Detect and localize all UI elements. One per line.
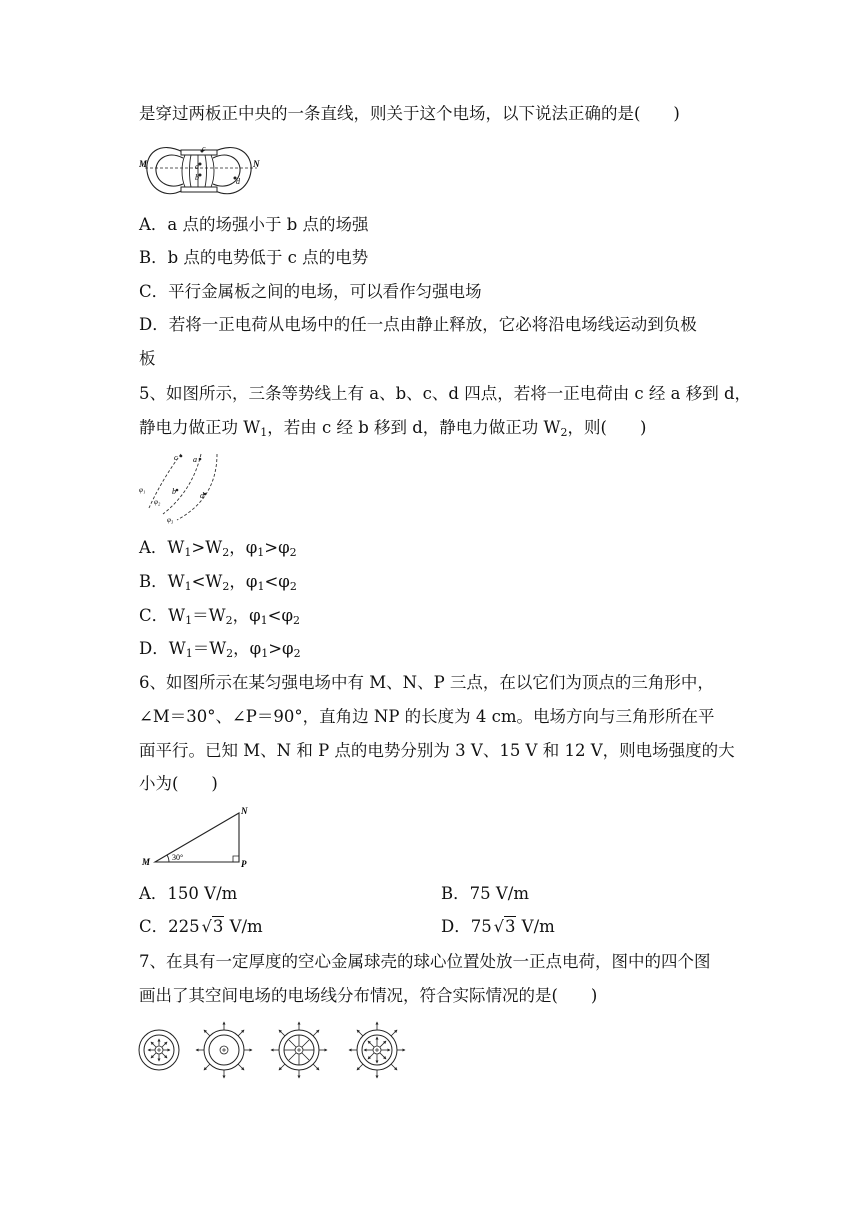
q5-option-a: A．$W_1>W_2$，$\varphi_1>\varphi_2$ bbox=[139, 538, 297, 559]
q4-option-b: B．b 点的电势低于 c 点的电势 bbox=[139, 248, 369, 267]
q4-label-a: a bbox=[195, 162, 199, 171]
q5-label-phi1: φ₁ bbox=[139, 486, 146, 494]
q5-figure bbox=[139, 450, 227, 526]
q7-figure-4 bbox=[349, 1022, 405, 1078]
q7-figure-2 bbox=[196, 1022, 252, 1078]
q6-option-c: C．225 √3 V/m bbox=[139, 917, 263, 936]
q4-label-d: d bbox=[236, 177, 240, 186]
q5-option-c: C．$W_1=W_2$，$\varphi_1<\varphi_2$ bbox=[139, 606, 301, 627]
q6-stem-line4: 小为( ) bbox=[139, 774, 218, 793]
q6-option-d: D．75 √3 V/m bbox=[441, 917, 555, 936]
q5-label-b: b bbox=[172, 487, 176, 496]
q7-figure-1 bbox=[139, 1030, 179, 1070]
q5-stem-line2: 静电力做正功 $W_1$，若由 c 经 b 移到 d，静电力做正功 $W_2$，则( ) bbox=[139, 418, 647, 439]
q4-stem: 是穿过两板正中央的一条直线，则关于这个电场，以下说法正确的是( ) bbox=[139, 104, 680, 123]
q5-label-d: d bbox=[200, 491, 204, 500]
q6-label-M: M bbox=[142, 857, 151, 867]
q6-stem-line2: ∠M＝30°、∠P＝90°，直角边 NP 的长度为 4 cm。电场方向与三角形所在平 bbox=[139, 707, 715, 726]
q6-stem-line1: 6、如图所示在某匀强电场中有 M、N、P 三点，在以它们为顶点的三角形中， bbox=[139, 673, 714, 692]
q4-figure bbox=[139, 142, 267, 200]
q5-label-phi2: φ₂ bbox=[154, 498, 161, 506]
q4-option-d-cont: 板 bbox=[139, 349, 156, 368]
q6-label-angle: 30° bbox=[172, 853, 184, 862]
q5-option-b: B．$W_1<W_2$，$\varphi_1<\varphi_2$ bbox=[139, 572, 297, 593]
q5-label-c: c bbox=[174, 453, 178, 462]
sqrt-symbol: √3 bbox=[493, 917, 516, 936]
q5-label-phi3: φ₃ bbox=[167, 516, 174, 524]
q4-label-b: b bbox=[195, 173, 199, 182]
q4-option-d: D．若将一正电荷从电场中的任一点由静止释放，它必将沿电场线运动到负极 bbox=[139, 315, 697, 334]
q5-label-a: a bbox=[193, 455, 197, 464]
q7-figure-3 bbox=[271, 1022, 327, 1078]
q4-label-N: N bbox=[253, 159, 260, 169]
q6-option-b: B．75 V/m bbox=[441, 884, 529, 903]
q5-stem-line1: 5、如图所示，三条等势线上有 a、b、c、d 四点，若将一正电荷由 c 经 a 移到 d， bbox=[139, 384, 752, 403]
q7-figures bbox=[137, 1020, 413, 1082]
q7-stem-line1: 7、在具有一定厚度的空心金属球壳的球心位置处放一正点电荷，图中的四个图 bbox=[139, 952, 711, 971]
q4-option-a: A．a 点的场强小于 b 点的场强 bbox=[139, 215, 369, 234]
sqrt-symbol: √3 bbox=[201, 917, 224, 936]
q5-option-d: D．$W_1=W_2$，$\varphi_1>\varphi_2$ bbox=[139, 639, 301, 660]
q7-stem-line2: 画出了其空间电场的电场线分布情况，符合实际情况的是( ) bbox=[139, 986, 598, 1005]
q6-triangle-figure bbox=[139, 804, 257, 868]
q6-label-N: N bbox=[241, 806, 248, 816]
q6-stem-line3: 面平行。已知 M、N 和 P 点的电势分别为 3 V、15 V 和 12 V，则电场强度的大 bbox=[139, 741, 735, 760]
q4-option-c: C．平行金属板之间的电场，可以看作匀强电场 bbox=[139, 282, 482, 301]
q6-option-a: A．150 V/m bbox=[139, 884, 238, 903]
q4-label-c: c bbox=[202, 144, 206, 153]
q4-label-M: M bbox=[139, 159, 148, 169]
q6-label-P: P bbox=[241, 859, 247, 868]
